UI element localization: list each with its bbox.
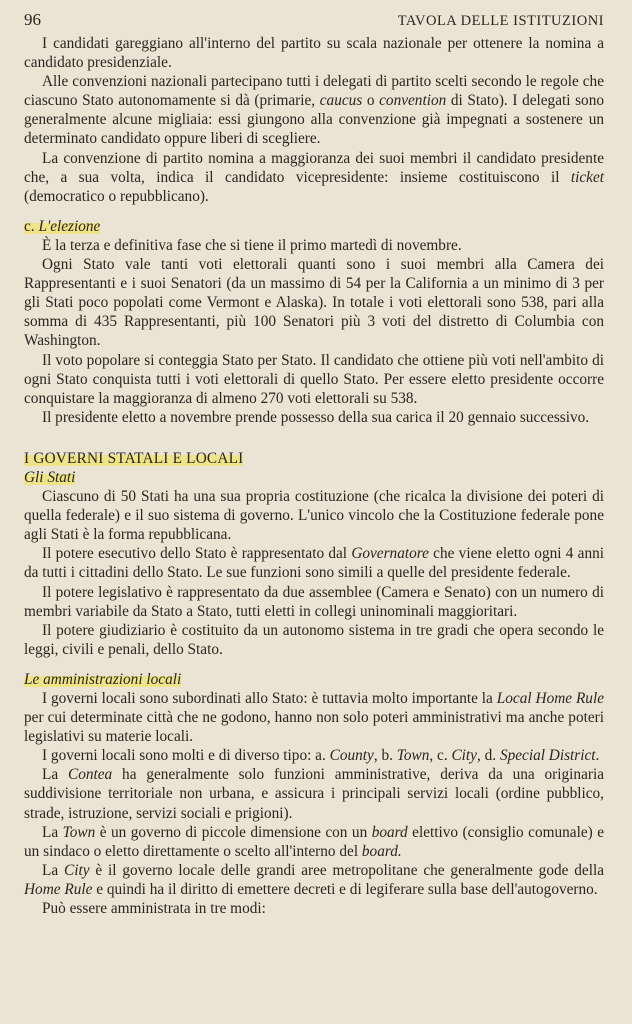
- paragraph: Alle convenzioni nazionali partecipano tutti i delegati di partito scelti secondo le regole che ciascuno Stato autonomamente si dà (primarie, caucus o convention di Stato). I delegati sono generalmente alcune migliaia: essi giungono alla convenzione già impegnati a sostenere un determinato candidato oppure liberi di scegliere.: [24, 73, 605, 148]
- paragraph: Il potere esecutivo dello Stato è rappresentato dal Governatore che viene eletto ogni 4 anni da tutti i cittadini dello Stato. Le sue funzioni sono simili a quelle del presidente federale.: [24, 545, 604, 582]
- paragraph: I governi locali sono molti e di diverso tipo: a. County, b. Town, c. City, d. Special District.: [42, 747, 600, 765]
- paragraph: Ogni Stato vale tanti voti elettorali quanti sono i suoi membri alla Camera dei Rappresentanti e i suoi Senatori (da un massimo di 54 per la California a un minimo di 3 per gli Stati poco popolati come Vermont e Alaska). In totale i voti elettorali sono 538, pari alla somma di 435 Rappresentanti, più 100 Senatori più 3 voti del distretto di Columbia con Washington.: [24, 256, 604, 350]
- subsection-heading: Le amministrazioni locali: [24, 670, 182, 688]
- chapter-heading: I GOVERNI STATALI E LOCALI: [24, 449, 244, 467]
- paragraph: Ciascuno di 50 Stati ha una sua propria costituzione (che ricalca la divisione dei poteri di quella federale) e il suo sistema di governo. L'unico vincolo che la Costituzione federale pone agli Stati è la forma repubblicana.: [24, 488, 604, 544]
- paragraph: I governi locali sono subordinati allo Stato: è tuttavia molto importante la Local Home Rule per cui determinate città che ne godono, hanno non solo poteri amministrativi ma anche poteri legislativi su materie locali.: [24, 690, 604, 746]
- subsection-heading: Gli Stati: [24, 468, 76, 486]
- paragraph: Il potere giudiziario è costituito da un autonomo sistema in tre gradi che opera secondo le leggi, civili e penali, dello Stato.: [24, 621, 604, 658]
- section-heading: c. L'elezione: [24, 217, 101, 235]
- paragraph: Può essere amministrata in tre modi:: [42, 900, 266, 918]
- page-number: 96: [24, 10, 41, 29]
- paragraph: La City è il governo locale delle grandi aree metropolitane che generalmente gode della Home Rule e quindi ha il diritto di emettere decreti e di legiferare sulla base dell'autogoverno.: [24, 861, 604, 898]
- paragraph: La convenzione di partito nomina a maggioranza dei suoi membri il candidato presidente che, a sua volta, indica il candidato vicepresidente: insieme costituiscono il ticket (democratico o repubblicano).: [24, 149, 604, 205]
- paragraph: La Town è un governo di piccole dimensione con un board elettivo (consiglio comunale) e un sindaco o eletto direttamente o scelto all'interno del board.: [24, 823, 604, 860]
- paragraph: È la terza e definitiva fase che si tiene il primo martedì di novembre.: [42, 236, 462, 254]
- paragraph: Il voto popolare si conteggia Stato per Stato. Il candidato che ottiene più voti nell'ambito di ogni Stato conquista tutti i voti elettorali di quello Stato. Per essere eletto presidente occorre conquistare la maggioranza di almeno 270 voti elettorali su 538.: [24, 351, 604, 407]
- paragraph: Il potere legislativo è rappresentato da due assemblee (Camera e Senato) con un numero di membri variabile da Stato a Stato, tutti eletti in collegi uninominali maggioritari.: [24, 583, 604, 620]
- paragraph: I candidati gareggiano all'interno del partito su scala nazionale per ottenere la nomina a candidato presidenziale.: [24, 35, 604, 72]
- paragraph: La Contea ha generalmente solo funzioni amministrative, deriva da una originaria suddivisione territoriale non urbana, e assicura i principali servizi locali (ordine pubblico, strade, istruzione, servizi sociali e prigioni).: [24, 766, 604, 822]
- paragraph: Il presidente eletto a novembre prende possesso della sua carica il 20 gennaio successivo.: [42, 408, 590, 426]
- running-title: TAVOLA DELLE ISTITUZIONI: [397, 13, 604, 29]
- page-header: [24, 10, 604, 30]
